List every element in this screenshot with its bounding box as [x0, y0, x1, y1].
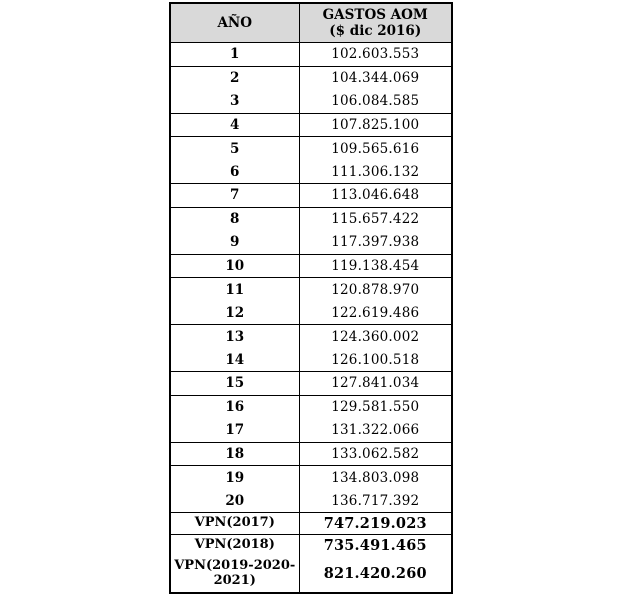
gastos-value-cell: 133.062.582 [299, 442, 452, 466]
gastos-value-cell: 102.603.553 [299, 43, 452, 67]
table-row [170, 66, 452, 90]
year-cell: 20 [170, 489, 299, 513]
column-header-gastos-line2: ($ dic 2016) [329, 23, 422, 39]
gastos-value-cell: 126.100.518 [299, 348, 452, 372]
gastos-value-cell: 136.717.392 [299, 489, 452, 513]
year-cell: 15 [170, 372, 299, 396]
year-cell: 5 [170, 137, 299, 161]
year-cell: 4 [170, 113, 299, 137]
table-row [170, 137, 452, 161]
table-row [170, 231, 452, 255]
table-row [170, 442, 452, 466]
vpn-label-cell: VPN(2017) [170, 513, 299, 535]
table-row [170, 489, 452, 513]
gastos-value-cell: 122.619.486 [299, 301, 452, 325]
year-cell: 19 [170, 466, 299, 490]
gastos-value-cell: 134.803.098 [331, 469, 420, 486]
year-cell: 14 [170, 348, 299, 372]
year-cell: 10 [170, 254, 299, 278]
gastos-value-cell: 127.841.034 [299, 372, 452, 396]
year-cell: 3 [170, 90, 299, 114]
table-row [170, 419, 452, 443]
year-cell: 9 [170, 231, 299, 255]
gastos-value-cell: 106.084.585 [299, 90, 452, 114]
year-cell: 13 [170, 325, 299, 349]
table-row [170, 372, 452, 396]
table-row [170, 254, 452, 278]
year-cell: 17 [170, 419, 299, 443]
gastos-value-cell: 124.360.002 [331, 328, 420, 345]
table-row [170, 160, 452, 184]
header-row [170, 3, 452, 43]
year-cell: 8 [170, 207, 299, 231]
table-row [170, 301, 452, 325]
table-row [170, 43, 452, 67]
year-cell: 11 [170, 278, 299, 302]
table-row [170, 90, 452, 114]
gastos-value-cell: 107.825.100 [299, 113, 452, 137]
gastos-value-cell: 111.306.132 [299, 160, 452, 184]
table-row [170, 325, 452, 349]
table-row [170, 184, 452, 208]
gastos-value-cell: 113.046.648 [299, 184, 452, 208]
gastos-value-cell: 119.138.454 [299, 254, 452, 278]
gastos-value-cell: 109.565.616 [331, 140, 420, 157]
vpn-value-cell: 821.420.260 [323, 565, 427, 582]
year-cell: 12 [170, 301, 299, 325]
gastos-value-cell: 131.322.066 [299, 419, 452, 443]
gastos-value-cell: 115.657.422 [331, 211, 420, 227]
column-header-ano: AÑO [170, 3, 299, 43]
vpn-value-cell: 735.491.465 [323, 536, 427, 554]
gastos-value-cell: 120.878.970 [331, 281, 420, 298]
year-cell: 6 [170, 160, 299, 184]
table-row [170, 207, 452, 231]
year-cell: 7 [170, 184, 299, 208]
table-row [170, 395, 452, 419]
year-cell: 2 [170, 66, 299, 90]
table-row [170, 113, 452, 137]
gastos-aom-table [169, 2, 453, 594]
vpn-label-cell: VPN(2019-2020-2021) [170, 556, 299, 593]
table-row [170, 466, 452, 490]
year-cell: 18 [170, 442, 299, 466]
vpn-summary-row [170, 535, 452, 556]
column-header-gastos-line1: GASTOS AOM [322, 7, 428, 23]
vpn-value-cell: 747.219.023 [299, 513, 452, 535]
year-cell: 1 [170, 43, 299, 67]
column-header-gastos-aom [299, 3, 452, 43]
table-row [170, 348, 452, 372]
table-row [170, 278, 452, 302]
year-cell: 16 [170, 395, 299, 419]
gastos-value-cell: 104.344.069 [331, 70, 420, 86]
vpn-summary-row [170, 513, 452, 535]
vpn-summary-row [170, 556, 452, 593]
vpn-label-cell: VPN(2018) [170, 535, 299, 556]
gastos-value-cell: 129.581.550 [331, 399, 420, 415]
gastos-value-cell: 117.397.938 [299, 231, 452, 255]
